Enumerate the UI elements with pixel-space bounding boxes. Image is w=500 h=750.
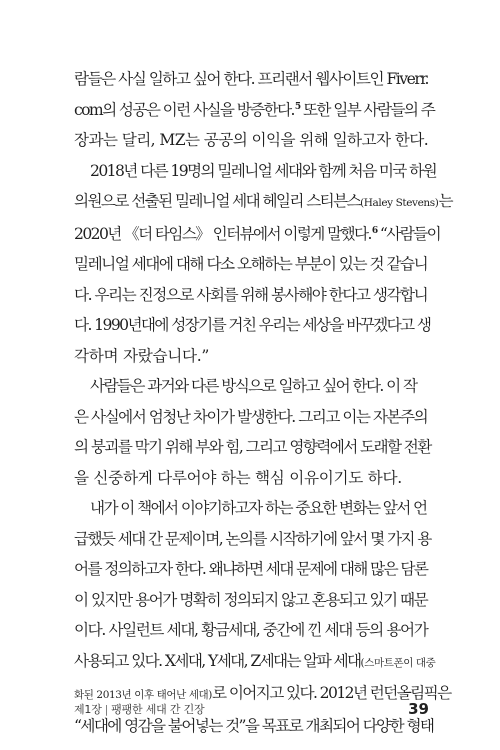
text-line bbox=[74, 341, 429, 372]
paragraph bbox=[74, 64, 435, 156]
footnote-marker: 5 bbox=[294, 101, 300, 112]
text-run: 은 사실에서 엄청난 차이가 발생한다. 그리고 이는 자본주의 bbox=[74, 407, 428, 426]
text-line bbox=[74, 646, 436, 679]
text-run: 2018년 다른 19명의 밀레니얼 세대와 함께 처음 미국 하원 bbox=[90, 161, 437, 180]
text-run: “세대에 영감을 불어넣는 것”을 목표로 개최되어 다양한 형태 bbox=[74, 716, 434, 735]
body-text bbox=[74, 64, 452, 741]
small-annotation: (Haley Stevens) bbox=[360, 197, 439, 209]
text-run: 의 붕괴를 막기 위해 부와 힘, 그리고 영향력에서 도래할 전환 bbox=[74, 438, 431, 456]
page-number: 39 bbox=[408, 700, 429, 718]
paragraph bbox=[74, 371, 429, 493]
text-run: com의 성공은 이런 사실을 방증한다. bbox=[74, 100, 294, 119]
small-annotation: (스마트폰이 대중 bbox=[360, 656, 436, 669]
text-run: 각하며 자랐습니다.” bbox=[74, 346, 210, 365]
small-annotation: 화된 2013년 이후 태어난 세대) bbox=[74, 689, 212, 701]
text-run: 2020년 《더 타임스》 인터뷰에서 이렇게 말했다. bbox=[74, 224, 371, 243]
text-run: 내가 이 책에서 이야기하고자 하는 중요한 변화는 앞서 언 bbox=[90, 499, 427, 517]
text-run: 급했듯 세대 간 문제이며, 논의를 시작하기에 앞서 몇 가지 용 bbox=[74, 529, 431, 548]
text-line bbox=[74, 64, 429, 95]
text-line bbox=[74, 371, 429, 402]
text-line bbox=[74, 280, 429, 311]
running-head-separator: | bbox=[104, 703, 109, 716]
text-line bbox=[74, 402, 429, 433]
text-run: 밀레니얼 세대에 대해 다소 오해하는 부분이 있는 것 같습니 bbox=[74, 255, 428, 273]
text-line bbox=[74, 463, 429, 494]
text-run: 로 이어지고 있다. 2012년 런던올림픽은 bbox=[212, 684, 451, 702]
text-run: 이다. 사일런트 세대, 황금세대, 중간에 낀 세대 등의 용어가 bbox=[74, 621, 428, 639]
text-run: 다. 우리는 진정으로 사회를 위해 봉사해야 한다고 생각합니 bbox=[74, 285, 428, 304]
running-head bbox=[74, 701, 204, 717]
text-run: 이 있지만 용어가 명확히 정의되지 않고 혼용되고 있기 때문 bbox=[74, 590, 428, 609]
text-run: 또한 일부 사람들의 주 bbox=[299, 100, 435, 119]
text-run: 의원으로 선출된 밀레니얼 세대 헤일리 스티븐스 bbox=[74, 192, 361, 210]
footnote-marker: 6 bbox=[371, 225, 377, 236]
text-line bbox=[74, 219, 441, 250]
text-run: 다. 1990년대에 성장기를 거친 우리는 세상을 바꾸겠다고 생 bbox=[74, 316, 431, 334]
text-line bbox=[74, 554, 429, 585]
text-line bbox=[74, 125, 429, 156]
text-line bbox=[74, 493, 429, 524]
text-run: 는 bbox=[438, 192, 452, 210]
text-run: 장과는 달리, MZ는 공공의 이익을 위해 일하고자 한다. bbox=[74, 131, 429, 149]
paragraph bbox=[74, 156, 452, 372]
chapter-title: 팽팽한 세대 간 긴장 bbox=[111, 703, 205, 716]
text-line bbox=[74, 615, 429, 646]
text-line bbox=[74, 524, 429, 555]
text-run: 을 신중하게 다루어야 하는 핵심 이유이기도 하다. bbox=[74, 468, 402, 487]
text-line bbox=[74, 310, 429, 341]
text-run: “사람들이 bbox=[376, 224, 441, 243]
text-line bbox=[74, 95, 435, 126]
text-run: 람들은 사실 일하고 싶어 한다. 프리랜서 웹사이트인 Fiverr. bbox=[74, 70, 428, 88]
text-line bbox=[74, 432, 429, 463]
text-line bbox=[74, 186, 452, 219]
text-run: 사용되고 있다. X세대, Y세대, Z세대는 알파 세대 bbox=[74, 651, 361, 670]
text-run: 어를 정의하고자 한다. 왜냐하면 세대 문제에 대해 많은 담론 bbox=[74, 560, 428, 578]
text-run: 사람들은 과거와 다른 방식으로 일하고 싶어 한다. 이 작 bbox=[90, 377, 417, 395]
page-footer bbox=[74, 697, 429, 721]
text-line bbox=[74, 156, 437, 187]
text-line bbox=[74, 585, 429, 616]
chapter-label: 제1장 bbox=[74, 703, 102, 716]
text-line bbox=[74, 249, 429, 280]
